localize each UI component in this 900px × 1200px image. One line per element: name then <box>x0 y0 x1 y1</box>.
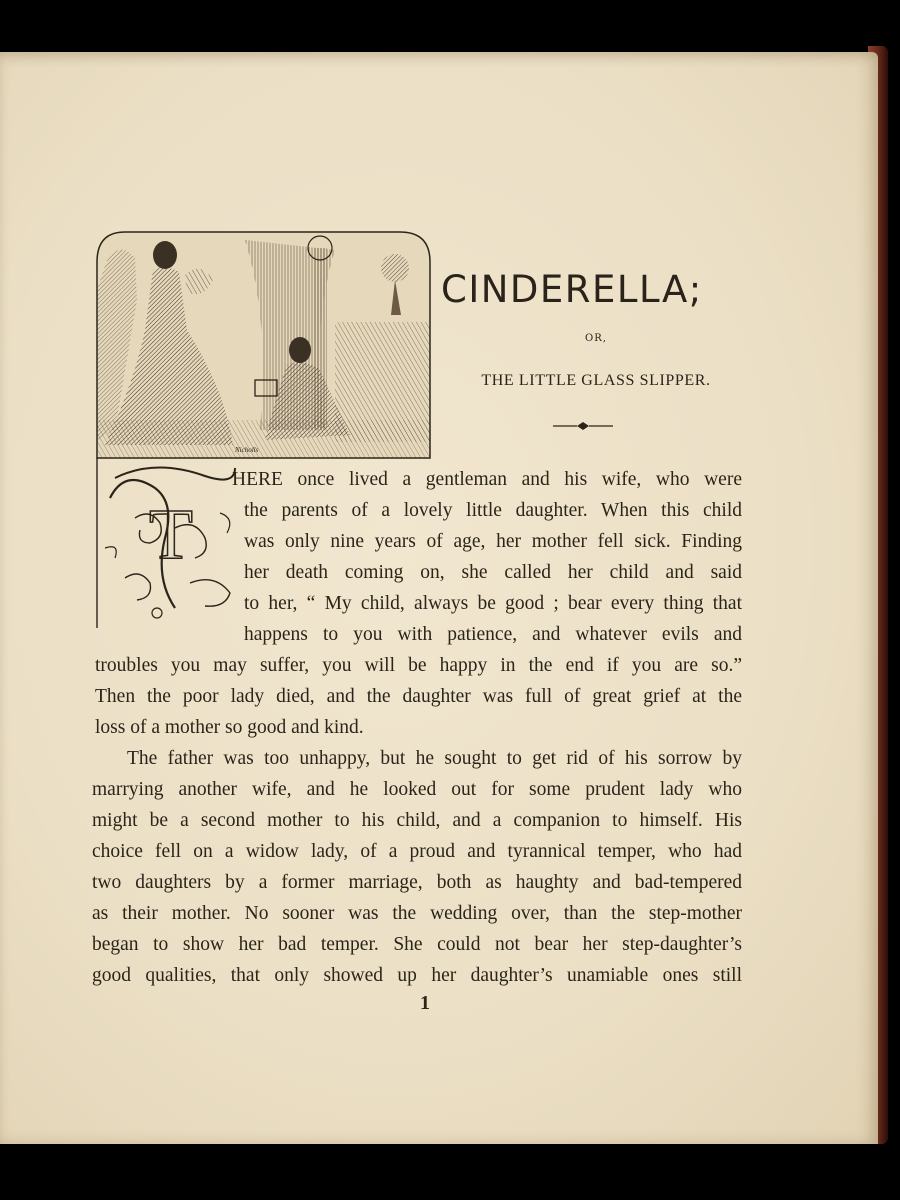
paragraph-2-line: began to show her bad temper. She could not bear her step-daughter’s <box>92 934 742 955</box>
paragraph-2-line: marrying another wife, and he looked out for some prudent lady who <box>92 779 742 800</box>
illustration-signature: Nicholls <box>235 446 259 454</box>
paragraph-1-line: Then the poor lady died, and the daughter was full of great grief at the <box>95 686 742 707</box>
drop-cap-ornament <box>95 458 243 630</box>
paragraph-1-line: loss of a mother so good and kind. <box>95 717 364 738</box>
ornament-divider <box>553 419 613 433</box>
page-number: 1 <box>420 992 430 1014</box>
paragraph-1-line: HERE once lived a gentleman and his wife, who were <box>232 469 742 490</box>
paragraph-2-line: good qualities, that only showed up her daughter’s unamiable ones still <box>92 965 742 986</box>
page-title: CINDERELLA; <box>441 268 703 311</box>
paragraph-2-line: choice fell on a widow lady, of a proud and tyrannical temper, who had <box>92 841 742 862</box>
paragraph-2-line: The father was too unhappy, but he sought to get rid of his sorrow by <box>127 748 742 769</box>
subtitle: THE LITTLE GLASS SLIPPER. <box>481 372 711 389</box>
illustration-engraving <box>95 230 432 460</box>
paragraph-1-line: her death coming on, she called her child and said <box>244 562 742 583</box>
drop-cap-letter: T <box>149 494 193 574</box>
paragraph-1-line: was only nine years of age, her mother fell sick. Finding <box>244 531 742 552</box>
paragraph-1-line: to her, “ My child, always be good ; bear every thing that <box>244 593 742 614</box>
paragraph-2-line: as their mother. No sooner was the wedding over, than the step-mother <box>92 903 742 924</box>
title-connector-or: OR, <box>585 333 607 344</box>
paragraph-2-line: might be a second mother to his child, and a companion to himself. His <box>92 810 742 831</box>
paragraph-1-line: the parents of a lovely little daughter. When this child <box>244 500 742 521</box>
paragraph-1-line: happens to you with patience, and whatever evils and <box>244 624 742 645</box>
paragraph-1-line: troubles you may suffer, you will be happy in the end if you are so.” <box>95 655 742 676</box>
paragraph-2-line: two daughters by a former marriage, both as haughty and bad-tempered <box>92 872 742 893</box>
